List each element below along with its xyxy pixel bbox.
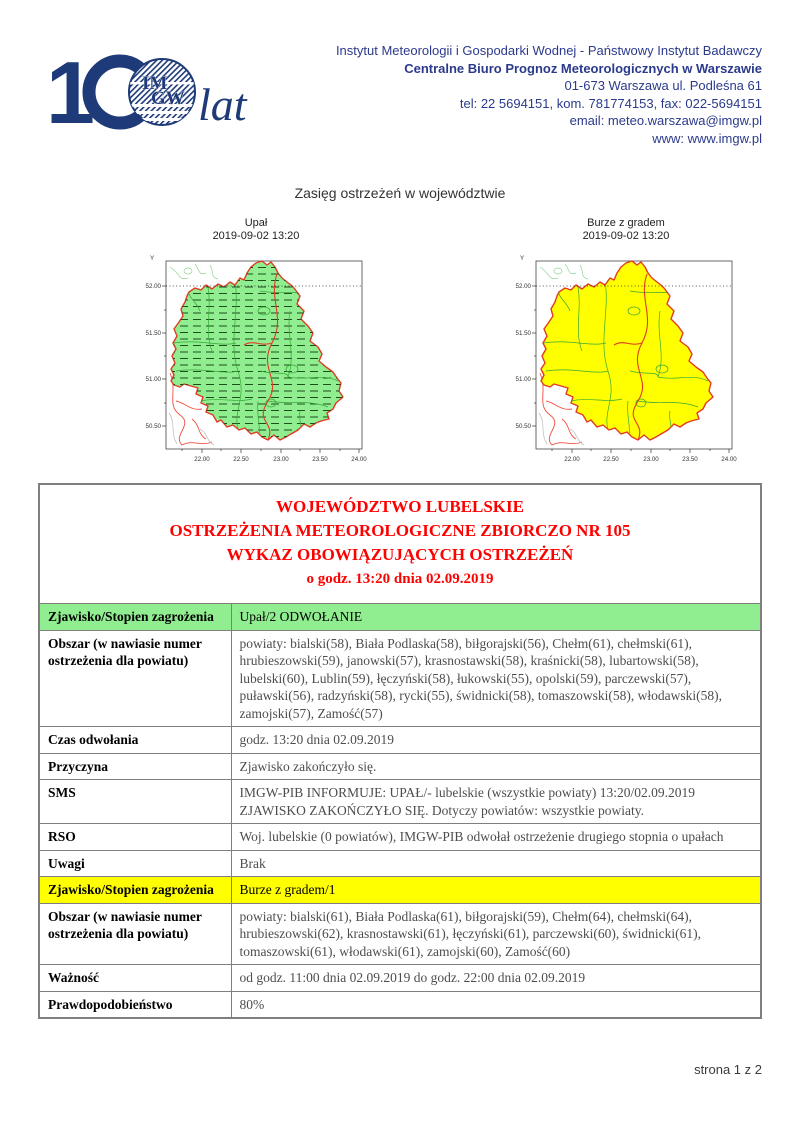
row-value: Woj. lubelskie (0 powiatów), IMGW-PIB odwołał ostrzeżenie drugiego stopnia o upałach bbox=[231, 824, 761, 851]
www-line: www: www.imgw.pl bbox=[652, 130, 762, 146]
row-value: od godz. 11:00 dnia 02.09.2019 do godz. 22:00 dnia 02.09.2019 bbox=[231, 965, 761, 992]
row-label: Ważność bbox=[39, 965, 231, 992]
warning-maps-row bbox=[0, 217, 800, 471]
table-row bbox=[39, 824, 761, 851]
x-tick-23: 23.00 bbox=[273, 456, 289, 463]
warnings-list-title: WYKAZ OBOWIĄZUJĄCYCH OSTRZEŻEŃ bbox=[226, 545, 574, 564]
y-tick-51-5: 51.50 bbox=[515, 330, 531, 337]
map-block-heat bbox=[140, 217, 372, 471]
warnings-table bbox=[38, 483, 762, 1019]
row-label: Obszar (w nawiasie numer ostrzeżenia dla powiatu) bbox=[39, 630, 231, 727]
table-row bbox=[39, 727, 761, 754]
row-label: Prawdopodobieństwo bbox=[39, 991, 231, 1018]
y-axis-label: Y bbox=[150, 255, 155, 262]
row-label: SMS bbox=[39, 780, 231, 824]
y-tick-51-5: 51.50 bbox=[145, 330, 161, 337]
row-label: Przyczyna bbox=[39, 753, 231, 780]
map-storm-figure bbox=[510, 251, 742, 471]
y-tick-50-5: 50.50 bbox=[515, 423, 531, 430]
table-row bbox=[39, 850, 761, 877]
x-tick-22-5: 22.50 bbox=[603, 456, 619, 463]
map-block-storm bbox=[510, 217, 742, 471]
map-heat-title bbox=[140, 217, 372, 243]
row-value: Burze z gradem/1 bbox=[231, 877, 761, 904]
row-label: Uwagi bbox=[39, 850, 231, 877]
bulletin-number-title: OSTRZEŻENIA METEOROLOGICZNE ZBIORCZO NR 105 bbox=[169, 521, 631, 540]
map-storm-datetime: 2019-09-02 13:20 bbox=[582, 230, 670, 242]
institute-contact-block bbox=[336, 42, 762, 147]
y-tick-50-5: 50.50 bbox=[145, 423, 161, 430]
table-row bbox=[39, 877, 761, 904]
y-tick-52: 52.00 bbox=[145, 283, 161, 290]
table-row bbox=[39, 780, 761, 824]
phone-line: tel: 22 5694151, kom. 781774153, fax: 022-5694151 bbox=[459, 95, 762, 111]
row-label: Obszar (w nawiasie numer ostrzeżenia dla powiatu) bbox=[39, 903, 231, 965]
table-row bbox=[39, 604, 761, 631]
x-tick-23: 23.00 bbox=[643, 456, 659, 463]
y-axis-label: Y bbox=[520, 255, 525, 262]
y-tick-51: 51.00 bbox=[145, 376, 161, 383]
row-value: 80% bbox=[231, 991, 761, 1018]
row-label: Zjawisko/Stopien zagrożenia bbox=[39, 877, 231, 904]
page-header bbox=[0, 0, 800, 147]
map-heat-datetime: 2019-09-02 13:20 bbox=[212, 230, 300, 242]
row-value: IMGW-PIB INFORMUJE: UPAŁ/- lubelskie (wszystkie powiaty) 13:20/02.09.2019 ZJAWISKO ZAKOŃCZYŁO SIĘ. Dotyczy powiatów: wszystkie powiaty. bbox=[231, 780, 761, 824]
row-value: powiaty: bialski(61), Biała Podlaska(61), biłgorajski(59), Chełm(64), chełmski(64), hrubieszowski(62), krasnostawski(61), łęczyński(61), parczewski(60), świdnicki(61), tomaszowski(61), włodawski(61), zamojski(60), Zamość(60) bbox=[231, 903, 761, 965]
table-title-row bbox=[39, 484, 761, 604]
row-value: Brak bbox=[231, 850, 761, 877]
logo-gw-text: GW bbox=[151, 88, 185, 109]
bulletin-time-title: o godz. 13:20 dnia 02.09.2019 bbox=[306, 571, 494, 587]
row-label: Zjawisko/Stopien zagrożenia bbox=[39, 604, 231, 631]
table-row bbox=[39, 965, 761, 992]
y-tick-51: 51.00 bbox=[515, 376, 531, 383]
email-line: email: meteo.warszawa@imgw.pl bbox=[569, 113, 762, 128]
row-label: Czas odwołania bbox=[39, 727, 231, 754]
map-heat-figure bbox=[140, 251, 372, 471]
x-tick-22: 22.00 bbox=[564, 456, 580, 463]
row-value: powiaty: bialski(58), Biała Podlaska(58), biłgorajski(56), Chełm(61), chełmski(61), hrubieszowski(59), janowski(57), krasnostawski(58), kraśnicki(58), lubartowski(58), lubelski(60), Lublin(59), łęczyński(58), łukowski(55), opolski(59), parczewski(57), puławski(56), radzyński(58), rycki(55), świdnicki(58), tomaszowski(58), włodawski(58), zamojski(57), Zamość(57) bbox=[231, 630, 761, 727]
bureau-name: Centralne Biuro Prognoz Meteorologicznych w Warszawie bbox=[404, 60, 762, 76]
row-value: Zjawisko zakończyło się. bbox=[231, 753, 761, 780]
institute-name: Instytut Meteorologii i Gospodarki Wodnej - Państwowy Instytut Badawczy bbox=[335, 43, 762, 58]
logo-im-text: IM bbox=[142, 73, 168, 94]
row-label: RSO bbox=[39, 824, 231, 851]
maps-section-title: Zasięg ostrzeżeń w województwie bbox=[294, 185, 506, 201]
table-row bbox=[39, 630, 761, 727]
x-tick-23-5: 23.50 bbox=[682, 456, 698, 463]
row-value: Upał/2 ODWOŁANIE bbox=[231, 604, 761, 631]
address-line: 01-673 Warszawa ul. Podleśna 61 bbox=[564, 78, 762, 93]
y-tick-52: 52.00 bbox=[515, 283, 531, 290]
logo-lat-text: lat bbox=[198, 79, 247, 130]
x-tick-22-5: 22.50 bbox=[233, 456, 249, 463]
map-storm-phenomenon: Burze z gradem bbox=[587, 217, 665, 229]
table-row bbox=[39, 753, 761, 780]
x-tick-22: 22.00 bbox=[194, 456, 210, 463]
logo-digit-one: 1 bbox=[46, 43, 95, 137]
table-row bbox=[39, 903, 761, 965]
x-tick-24: 24.00 bbox=[351, 456, 367, 463]
map-storm-title bbox=[510, 217, 742, 243]
table-row bbox=[39, 991, 761, 1018]
x-tick-23-5: 23.50 bbox=[312, 456, 328, 463]
map-heat-phenomenon: Upał bbox=[244, 217, 268, 229]
imgw-100-lat-logo bbox=[38, 42, 253, 147]
voivodeship-title: WOJEWÓDZTWO LUBELSKIE bbox=[276, 497, 524, 516]
page-number: strona 1 z 2 bbox=[694, 1062, 762, 1077]
row-value: godz. 13:20 dnia 02.09.2019 bbox=[231, 727, 761, 754]
x-tick-24: 24.00 bbox=[721, 456, 737, 463]
